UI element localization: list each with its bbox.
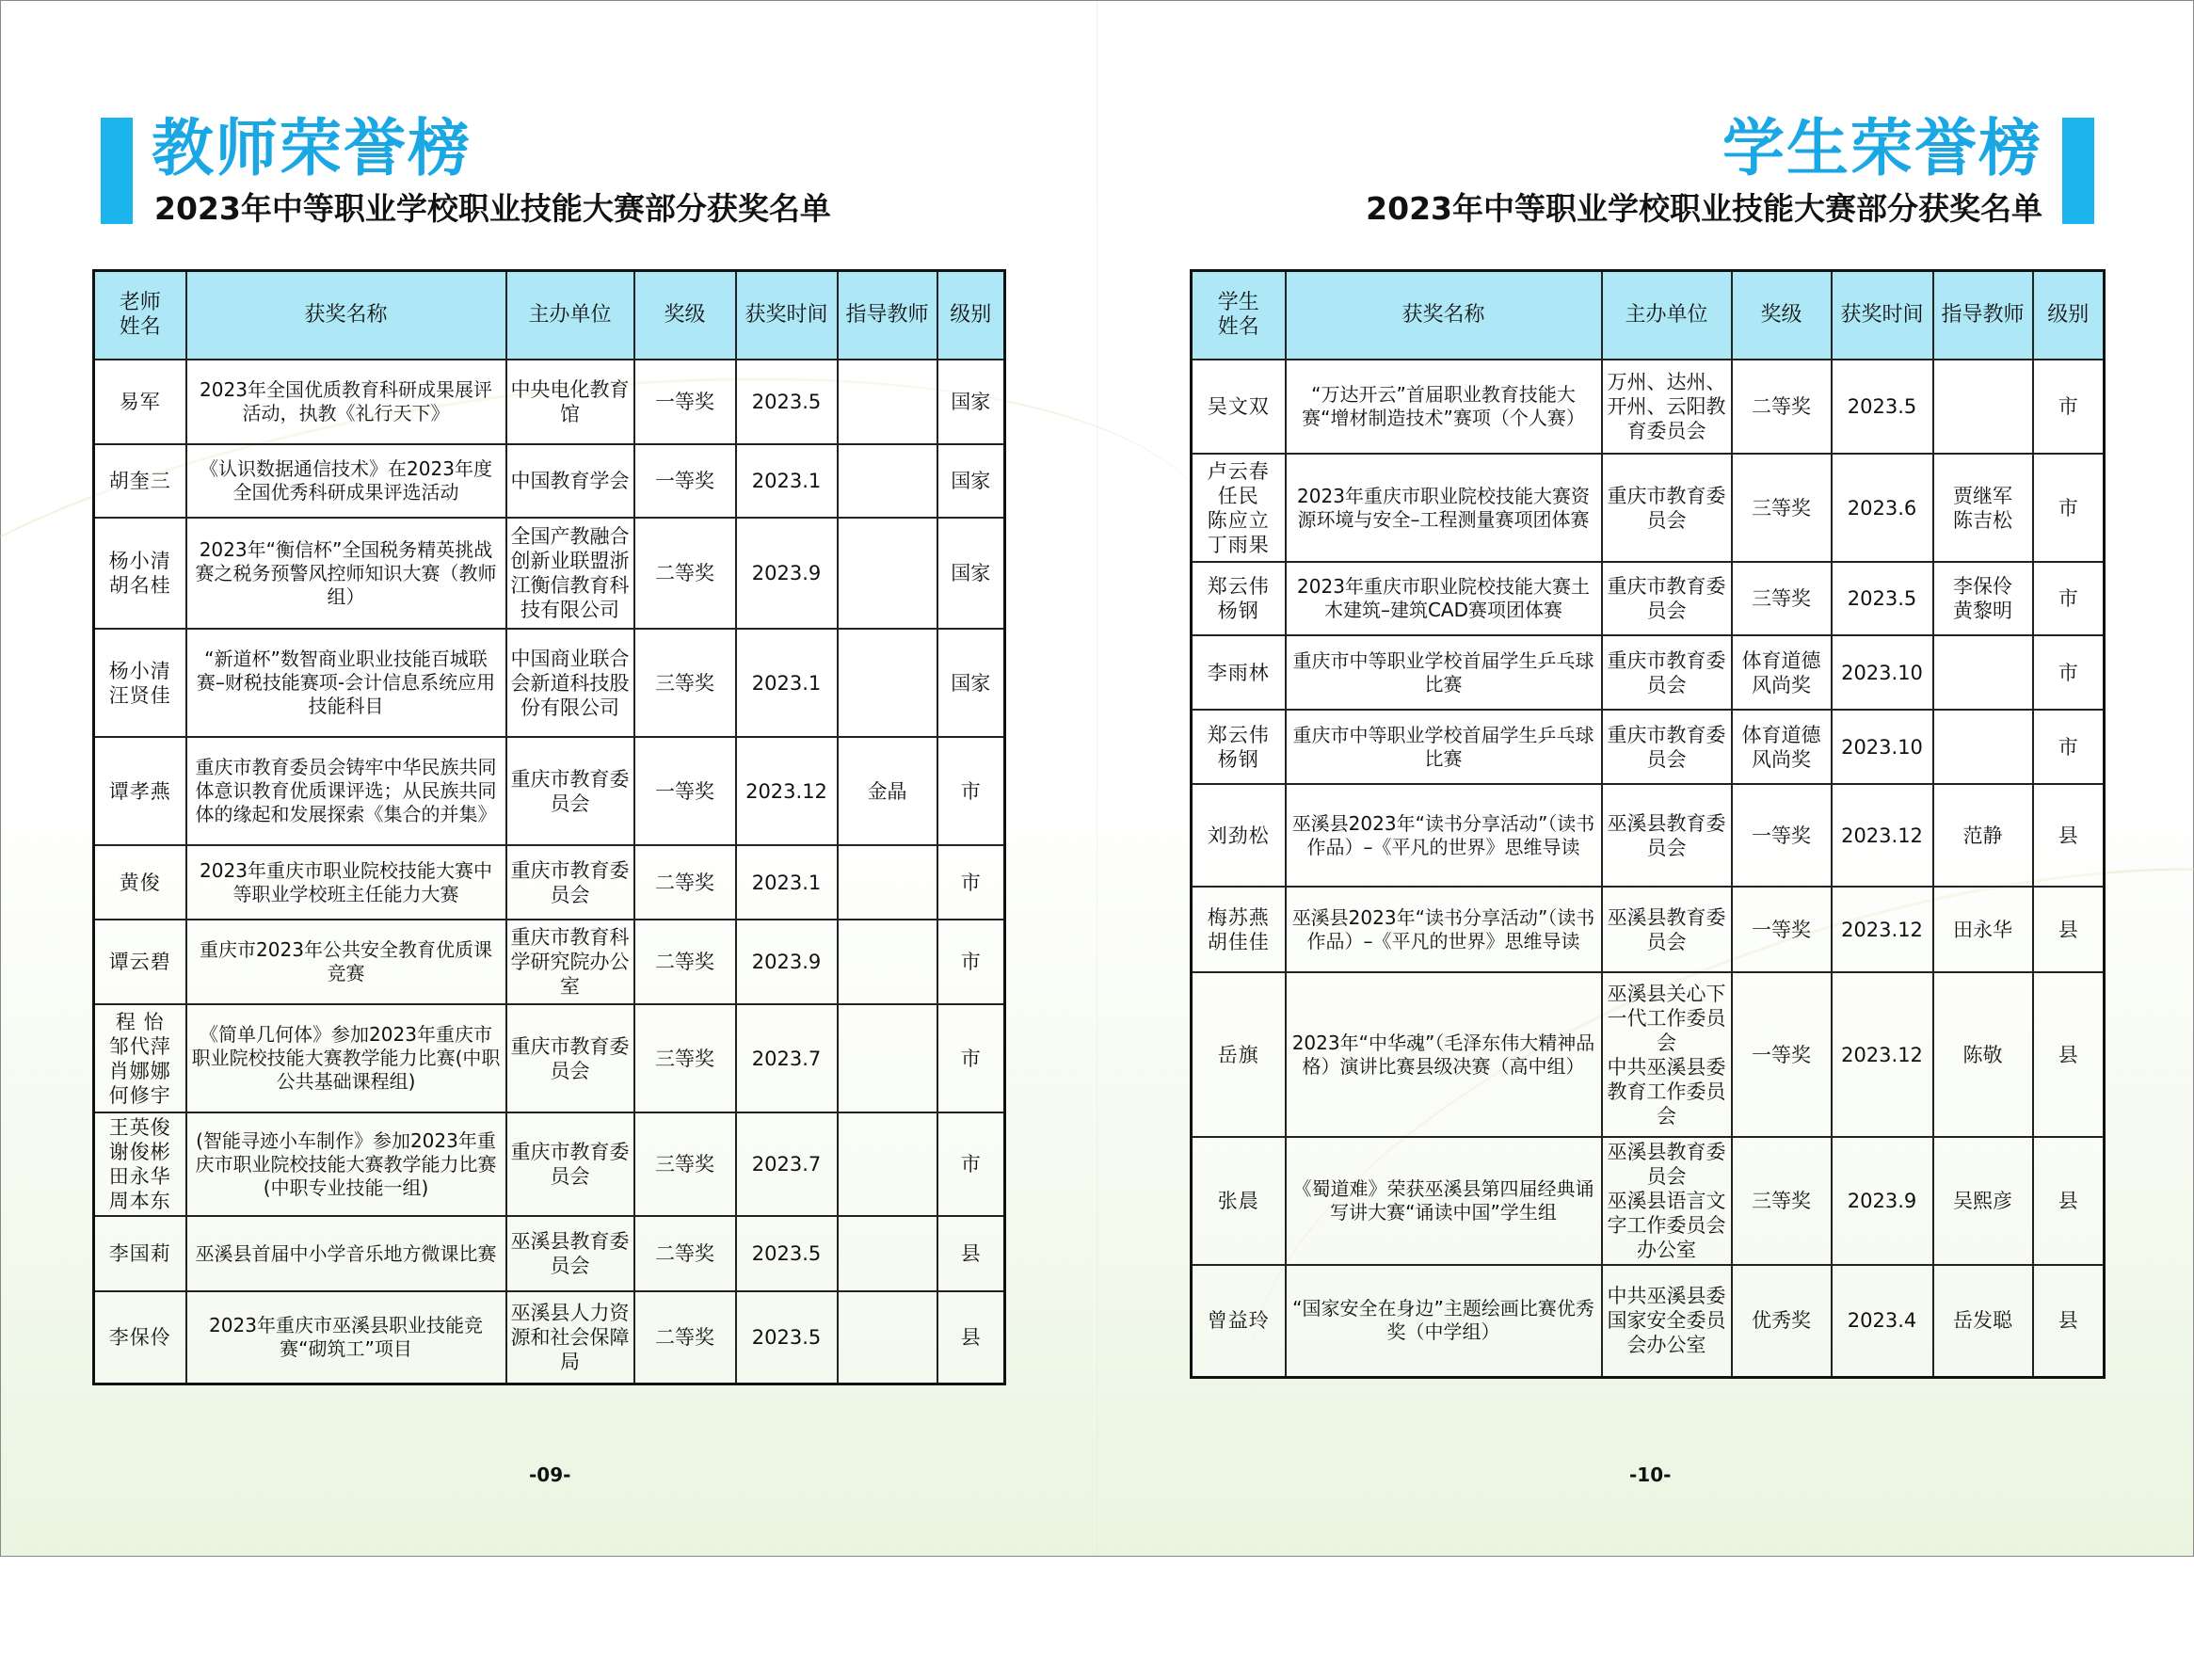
name-cell: 曾益玲 [1192, 1265, 1286, 1377]
award-name-cell: “新道杯”数智商业职业技能百城联赛–财税技能赛项-会计信息系统应用技能科目 [186, 629, 506, 737]
mentor-cell [838, 1112, 937, 1216]
organizer-cell: 巫溪县教育委员会 [506, 1216, 634, 1291]
mentor-cell [838, 845, 937, 920]
scope-level-cell: 市 [2033, 710, 2105, 784]
award-name-cell: 2023年重庆市职业院校技能大赛土木建筑–建筑CAD赛项团体赛 [1286, 562, 1602, 635]
award-name-cell: 2023年重庆市巫溪县职业技能竞赛“砌筑工”项目 [186, 1291, 506, 1384]
award-date-cell: 2023.1 [736, 444, 838, 518]
table-row [94, 845, 1005, 920]
table-header-row [94, 271, 1005, 360]
page-number: -09- [529, 1464, 571, 1486]
award-date-cell: 2023.7 [736, 1004, 838, 1112]
award-level-cell: 一等奖 [634, 444, 736, 518]
organizer-cell: 重庆市教育委员会 [506, 1004, 634, 1112]
scope-level-cell: 县 [2033, 887, 2105, 972]
table-row [94, 360, 1005, 444]
column-header [94, 271, 186, 360]
award-name-cell: 2023年全国优质教育科研成果展评活动，执教《礼行天下》 [186, 360, 506, 444]
mentor-cell: 李保伶 黄黎明 [1933, 562, 2033, 635]
award-date-cell: 2023.9 [736, 518, 838, 629]
organizer-cell: 巫溪县教育委员会 巫溪县语言文字工作委员会办公室 [1602, 1137, 1732, 1265]
name-cell: 郑云伟 杨钢 [1192, 562, 1286, 635]
mentor-cell: 岳发聪 [1933, 1265, 2033, 1377]
page-subtitle: 2023年中等职业学校职业技能大赛部分获奖名单 [1366, 190, 2042, 227]
award-name-cell: 重庆市中等职业学校首届学生乒乓球比赛 [1286, 635, 1602, 710]
mentor-cell: 吴熙彦 [1933, 1137, 2033, 1265]
table-row [94, 518, 1005, 629]
scope-level-cell: 市 [937, 1004, 1005, 1112]
award-level-cell: 二等奖 [634, 518, 736, 629]
table-row [1192, 887, 2105, 972]
page-subtitle: 2023年中等职业学校职业技能大赛部分获奖名单 [154, 190, 831, 227]
scope-level-cell: 国家 [937, 360, 1005, 444]
award-date-cell: 2023.5 [736, 360, 838, 444]
organizer-cell: 重庆市教育委员会 [1602, 562, 1732, 635]
column-header-label: 老师 姓名 [119, 291, 161, 339]
name-cell: 郑云伟 杨钢 [1192, 710, 1286, 784]
mentor-cell [838, 444, 937, 518]
award-name-cell: 重庆市中等职业学校首届学生乒乓球比赛 [1286, 710, 1602, 784]
mentor-cell [838, 1216, 937, 1291]
award-date-cell: 2023.7 [736, 1112, 838, 1216]
table-row [94, 1291, 1005, 1384]
award-level-cell: 三等奖 [634, 1112, 736, 1216]
award-level-cell: 一等奖 [1732, 972, 1832, 1137]
award-date-cell: 2023.12 [1832, 784, 1933, 887]
award-level-cell: 体育道德风尚奖 [1732, 635, 1832, 710]
column-header: 级别 [937, 271, 1005, 360]
award-level-cell: 三等奖 [1732, 562, 1832, 635]
teacher-honor-table [92, 269, 1006, 1385]
organizer-cell: 巫溪县关心下一代工作委员会 中共巫溪县委教育工作委员会 [1602, 972, 1732, 1137]
organizer-cell: 中国商业联合会新道科技股份有限公司 [506, 629, 634, 737]
award-date-cell: 2023.1 [736, 629, 838, 737]
award-level-cell: 二等奖 [1732, 360, 1832, 454]
award-level-cell: 一等奖 [1732, 784, 1832, 887]
award-level-cell: 三等奖 [634, 1004, 736, 1112]
scope-level-cell: 市 [2033, 635, 2105, 710]
table-row [94, 1112, 1005, 1216]
award-level-cell: 一等奖 [634, 737, 736, 845]
mentor-cell [1933, 710, 2033, 784]
award-name-cell: 2023年重庆市职业院校技能大赛中等职业学校班主任能力大赛 [186, 845, 506, 920]
award-level-cell: 三等奖 [1732, 1137, 1832, 1265]
scope-level-cell: 县 [2033, 1137, 2105, 1265]
mentor-cell: 陈敬 [1933, 972, 2033, 1137]
scope-level-cell: 县 [937, 1291, 1005, 1384]
award-date-cell: 2023.6 [1832, 454, 1933, 562]
name-cell: 李国莉 [94, 1216, 186, 1291]
organizer-cell: 万州、达州、开州、云阳教育委员会 [1602, 360, 1732, 454]
scope-level-cell: 市 [2033, 360, 2105, 454]
name-cell: 谭云碧 [94, 920, 186, 1004]
column-header-label: 学生 姓名 [1217, 291, 1259, 339]
award-name-cell: 《简单几何体》参加2023年重庆市职业院校技能大赛教学能力比赛(中职公共基础课程组) [186, 1004, 506, 1112]
award-name-cell: 巫溪县2023年“读书分享活动”（读书作品）–《平凡的世界》思维导读 [1286, 887, 1602, 972]
award-date-cell: 2023.12 [736, 737, 838, 845]
table-row [1192, 562, 2105, 635]
organizer-cell: 全国产教融合创新业联盟浙江衡信教育科技有限公司 [506, 518, 634, 629]
name-cell: 杨小清 胡名桂 [94, 518, 186, 629]
award-level-cell: 三等奖 [634, 629, 736, 737]
table-row [1192, 360, 2105, 454]
award-level-cell: 优秀奖 [1732, 1265, 1832, 1377]
table-body [94, 360, 1005, 1384]
table-row [94, 1216, 1005, 1291]
name-cell: 谭孝燕 [94, 737, 186, 845]
award-name-cell: 2023年重庆市职业院校技能大赛资源环境与安全–工程测量赛项团体赛 [1286, 454, 1602, 562]
award-name-cell: 重庆市教育委员会铸牢中华民族共同体意识教育优质课评选；从民族共同体的缘起和发展探索《集合的并集》 [186, 737, 506, 845]
scope-level-cell: 国家 [937, 629, 1005, 737]
award-level-cell: 二等奖 [634, 1291, 736, 1384]
teacher-honor-page [0, 0, 1097, 1557]
name-cell: 王英俊 谢俊彬 田永华 周本东 [94, 1112, 186, 1216]
column-header: 主办单位 [1602, 271, 1732, 360]
name-cell: 刘劲松 [1192, 784, 1286, 887]
scope-level-cell: 县 [2033, 1265, 2105, 1377]
table-row [94, 1004, 1005, 1112]
mentor-cell: 范静 [1933, 784, 2033, 887]
award-date-cell: 2023.5 [736, 1216, 838, 1291]
table-body [1192, 360, 2105, 1377]
award-name-cell: “国家安全在身边”主题绘画比赛优秀奖（中学组） [1286, 1265, 1602, 1377]
award-level-cell: 一等奖 [1732, 887, 1832, 972]
column-header: 获奖名称 [1286, 271, 1602, 360]
column-header: 奖级 [1732, 271, 1832, 360]
award-date-cell: 2023.10 [1832, 710, 1933, 784]
award-name-cell: (智能寻迹小车制作》参加2023年重庆市职业院校技能大赛教学能力比赛(中职专业技能一组) [186, 1112, 506, 1216]
page-number: -10- [1629, 1464, 1672, 1486]
award-level-cell: 一等奖 [634, 360, 736, 444]
award-level-cell: 二等奖 [634, 1216, 736, 1291]
table-row [1192, 784, 2105, 887]
scope-level-cell: 市 [937, 737, 1005, 845]
name-cell: 杨小清 汪贤佳 [94, 629, 186, 737]
name-cell: 程 怡 邹代萍 肖娜娜 何修宇 [94, 1004, 186, 1112]
organizer-cell: 重庆市教育委员会 [506, 737, 634, 845]
name-cell: 梅苏燕 胡佳佳 [1192, 887, 1286, 972]
mentor-cell [1933, 635, 2033, 710]
organizer-cell: 中央电化教育馆 [506, 360, 634, 444]
name-cell: 李雨林 [1192, 635, 1286, 710]
award-level-cell: 三等奖 [1732, 454, 1832, 562]
student-honor-page [1097, 0, 2194, 1557]
organizer-cell: 重庆市教育委员会 [506, 845, 634, 920]
scope-level-cell: 国家 [937, 444, 1005, 518]
award-date-cell: 2023.5 [736, 1291, 838, 1384]
organizer-cell: 重庆市教育委员会 [506, 1112, 634, 1216]
name-cell: 岳旗 [1192, 972, 1286, 1137]
page-title: 教师荣誉榜 [152, 112, 472, 184]
table-row [1192, 454, 2105, 562]
name-cell: 易军 [94, 360, 186, 444]
award-date-cell: 2023.12 [1832, 972, 1933, 1137]
scope-level-cell: 市 [937, 1112, 1005, 1216]
column-header: 指导教师 [838, 271, 937, 360]
scope-level-cell: 县 [2033, 784, 2105, 887]
column-header [1192, 271, 1286, 360]
award-name-cell: 巫溪县首届中小学音乐地方微课比赛 [186, 1216, 506, 1291]
mentor-cell: 田永华 [1933, 887, 2033, 972]
award-date-cell: 2023.1 [736, 845, 838, 920]
column-header: 级别 [2033, 271, 2105, 360]
award-date-cell: 2023.4 [1832, 1265, 1933, 1377]
award-name-cell: 重庆市2023年公共安全教育优质课竞赛 [186, 920, 506, 1004]
scope-level-cell: 市 [937, 845, 1005, 920]
organizer-cell: 巫溪县教育委员会 [1602, 887, 1732, 972]
mentor-cell: 贾继军 陈吉松 [1933, 454, 2033, 562]
mentor-cell [838, 1291, 937, 1384]
mentor-cell [838, 518, 937, 629]
award-date-cell: 2023.5 [1832, 360, 1933, 454]
mentor-cell [838, 1004, 937, 1112]
table-row [94, 629, 1005, 737]
column-header: 获奖时间 [1832, 271, 1933, 360]
column-header: 奖级 [634, 271, 736, 360]
table-row [94, 444, 1005, 518]
mentor-cell [838, 629, 937, 737]
award-date-cell: 2023.5 [1832, 562, 1933, 635]
award-level-cell: 二等奖 [634, 845, 736, 920]
column-header: 获奖时间 [736, 271, 838, 360]
table-row [94, 920, 1005, 1004]
organizer-cell: 重庆市教育委员会 [1602, 454, 1732, 562]
award-name-cell: 《蜀道难》荣获巫溪县第四届经典诵写讲大赛“诵读中国”学生组 [1286, 1137, 1602, 1265]
column-header: 主办单位 [506, 271, 634, 360]
table-row [1192, 1137, 2105, 1265]
name-cell: 张晨 [1192, 1137, 1286, 1265]
table-row [94, 737, 1005, 845]
table-row [1192, 1265, 2105, 1377]
title-accent-bar [101, 118, 133, 224]
table-header-row [1192, 271, 2105, 360]
name-cell: 黄俊 [94, 845, 186, 920]
column-header: 指导教师 [1933, 271, 2033, 360]
column-header: 获奖名称 [186, 271, 506, 360]
organizer-cell: 中共巫溪县委国家安全委员会办公室 [1602, 1265, 1732, 1377]
table-row [1192, 635, 2105, 710]
mentor-cell [1933, 360, 2033, 454]
scope-level-cell: 市 [937, 920, 1005, 1004]
award-date-cell: 2023.9 [1832, 1137, 1933, 1265]
organizer-cell: 巫溪县教育委员会 [1602, 784, 1732, 887]
name-cell: 吴文双 [1192, 360, 1286, 454]
scope-level-cell: 县 [2033, 972, 2105, 1137]
organizer-cell: 重庆市教育委员会 [1602, 710, 1732, 784]
award-date-cell: 2023.10 [1832, 635, 1933, 710]
organizer-cell: 巫溪县人力资源和社会保障局 [506, 1291, 634, 1384]
scope-level-cell: 国家 [937, 518, 1005, 629]
table-row [1192, 972, 2105, 1137]
mentor-cell [838, 920, 937, 1004]
award-level-cell: 体育道德风尚奖 [1732, 710, 1832, 784]
scope-level-cell: 市 [2033, 454, 2105, 562]
table-row [1192, 710, 2105, 784]
name-cell: 李保伶 [94, 1291, 186, 1384]
mentor-cell: 金晶 [838, 737, 937, 845]
organizer-cell: 重庆市教育委员会 [1602, 635, 1732, 710]
award-date-cell: 2023.9 [736, 920, 838, 1004]
student-honor-table [1190, 269, 2106, 1379]
scope-level-cell: 市 [2033, 562, 2105, 635]
award-name-cell: 2023年“衡信杯”全国税务精英挑战赛之税务预警风控师知识大赛（教师组） [186, 518, 506, 629]
name-cell: 胡奎三 [94, 444, 186, 518]
award-name-cell: “万达开云”首届职业教育技能大赛“增材制造技术”赛项（个人赛） [1286, 360, 1602, 454]
award-name-cell: 《认识数据通信技术》在2023年度全国优秀科研成果评选活动 [186, 444, 506, 518]
title-accent-bar [2062, 118, 2094, 224]
organizer-cell: 重庆市教育科学研究院办公室 [506, 920, 634, 1004]
award-name-cell: 2023年“中华魂”（毛泽东伟大精神品格）演讲比赛县级决赛（高中组） [1286, 972, 1602, 1137]
name-cell: 卢云春 任民 陈应立 丁雨果 [1192, 454, 1286, 562]
award-name-cell: 巫溪县2023年“读书分享活动”（读书作品）–《平凡的世界》思维导读 [1286, 784, 1602, 887]
mentor-cell [838, 360, 937, 444]
award-level-cell: 二等奖 [634, 920, 736, 1004]
award-date-cell: 2023.12 [1832, 887, 1933, 972]
scope-level-cell: 县 [937, 1216, 1005, 1291]
page-title: 学生荣誉榜 [1722, 112, 2042, 184]
organizer-cell: 中国教育学会 [506, 444, 634, 518]
